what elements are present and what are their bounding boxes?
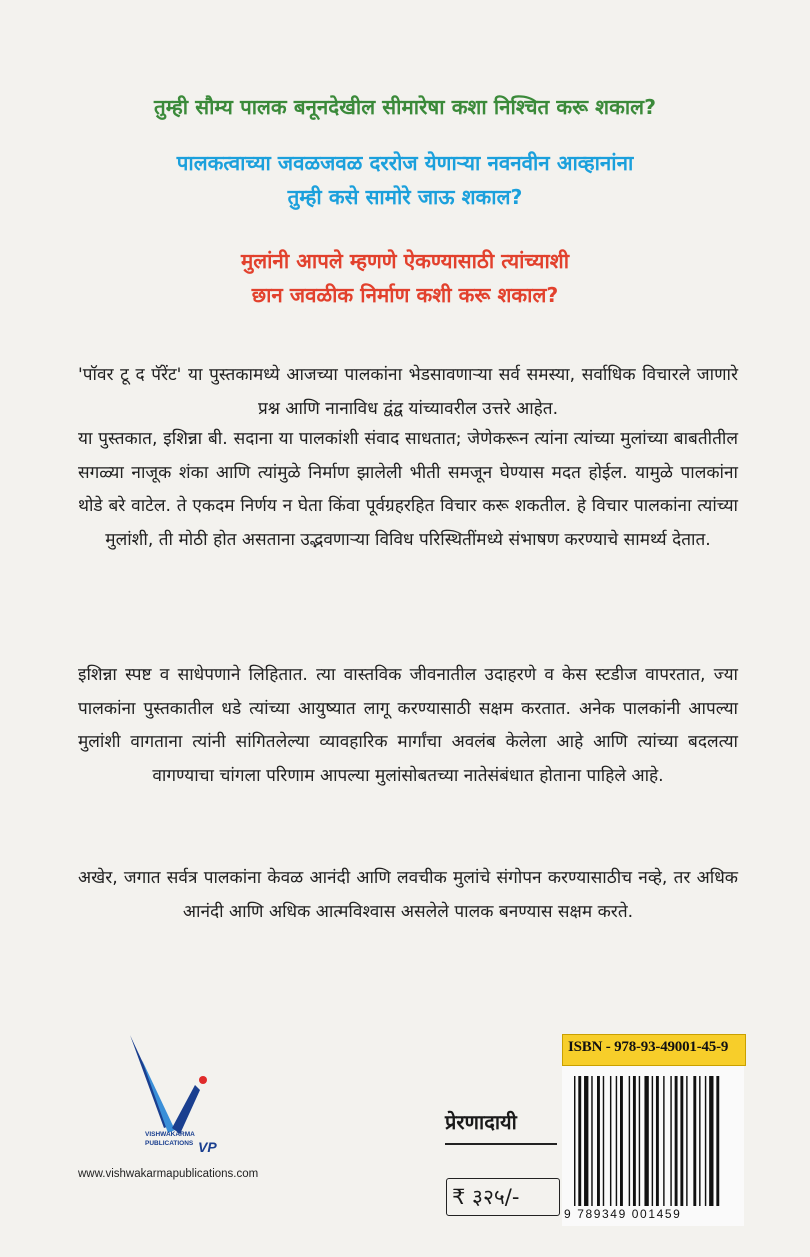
paragraph-conclusion: अखेर, जगात सर्वत्र पालकांना केवळ आनंदी आणि लवचीक मुलांचे संगोपन करण्यासाठीच नव्हे, तर अधिक आनंदी आणि अधिक आत्मविश्वास असलेले पालक बनण्यास सक्षम करते. <box>78 868 738 922</box>
publisher-logo-icon <box>100 1030 240 1170</box>
question-2 <box>0 146 810 214</box>
question-3-line-2: छान जवळीक निर्माण कशी करू शकाल? <box>251 283 559 307</box>
publisher-name-line-2: PUBLICATIONS <box>145 1140 194 1147</box>
price: ₹ ३२५/- <box>452 1185 520 1209</box>
paragraph-about-book: या पुस्तकात, इशिन्ना बी. सदाना या पालकांशी संवाद साधतात; जेणेकरून त्यांना त्यांच्या मुलांच्या बाबतीतील सगळ्या नाजूक शंका आणि त्यांमुळे निर्माण झालेली भीती समजून घेण्यास मदत होईल. यामुळे पालकांना थोडे बरे वाटेल. ते एकदम निर्णय न घेता किंवा पूर्वग्रहरहित विचार करू शकतील. हे विचार पालकांना त्यांच्या मुलांशी, ती मोठी होत असताना उद्भवणाऱ्या विविध परिस्थितींमध्ये संभाषण करण्याचे सामर्थ्य देतात. <box>78 429 738 550</box>
question-3 <box>0 244 810 312</box>
publisher-mark: VP <box>198 1139 217 1155</box>
barcode-digits: 9 789349 001459 <box>564 1207 682 1221</box>
question-1: तुम्ही सौम्य पालक बनूनदेखील सीमारेषा कशा निश्चित करू शकाल? <box>154 95 656 119</box>
question-2-line-2: तुम्ही कसे सामोरे जाऊ शकाल? <box>287 185 523 209</box>
barcode-icon <box>562 1066 744 1226</box>
question-3-line-1: मुलांनी आपले म्हणणे ऐकण्यासाठी त्यांच्याशी <box>240 249 570 273</box>
paragraph-intro: 'पॉवर टू द पॅरेंट' या पुस्तकामध्ये आजच्या पालकांना भेडसावणाऱ्या सर्व समस्या, सर्वाधिक विचारले जाणारे प्रश्न आणि नानाविध द्वंद्व यांच्यावरील उत्तरे आहेत. <box>78 365 738 419</box>
isbn-text: ISBN - 978-93-49001-45-9 <box>568 1039 729 1055</box>
category-underline <box>445 1143 557 1145</box>
category-label: प्रेरणादायी <box>445 1110 517 1134</box>
publisher-url: www.vishwakarmapublications.com <box>78 1168 259 1180</box>
paragraph-author-style: इशिन्ना स्पष्ट व साधेपणाने लिहितात. त्या वास्तविक जीवनातील उदाहरणे व केस स्टडीज वापरतात, ज्या पालकांना पुस्तकातील धडे त्यांच्या आयुष्यात लागू करण्यासाठी सक्षम करतात. अनेक पालकांनी आपल्या मुलांशी वागताना त्यांनी सांगितलेल्या व्यावहारिक मार्गांचा अवलंब केलेला आहे आणि त्यांच्या बदलत्या वागण्याचा चांगला परिणाम आपल्या मुलांसोबतच्या नातेसंबंधात होताना पाहिले आहे. <box>78 665 738 786</box>
publisher-name-line-1: VISHWAKARMA <box>145 1131 195 1138</box>
question-2-line-1: पालकत्वाच्या जवळजवळ दररोज येणाऱ्या नवनवीन आव्हानांना <box>176 151 634 175</box>
